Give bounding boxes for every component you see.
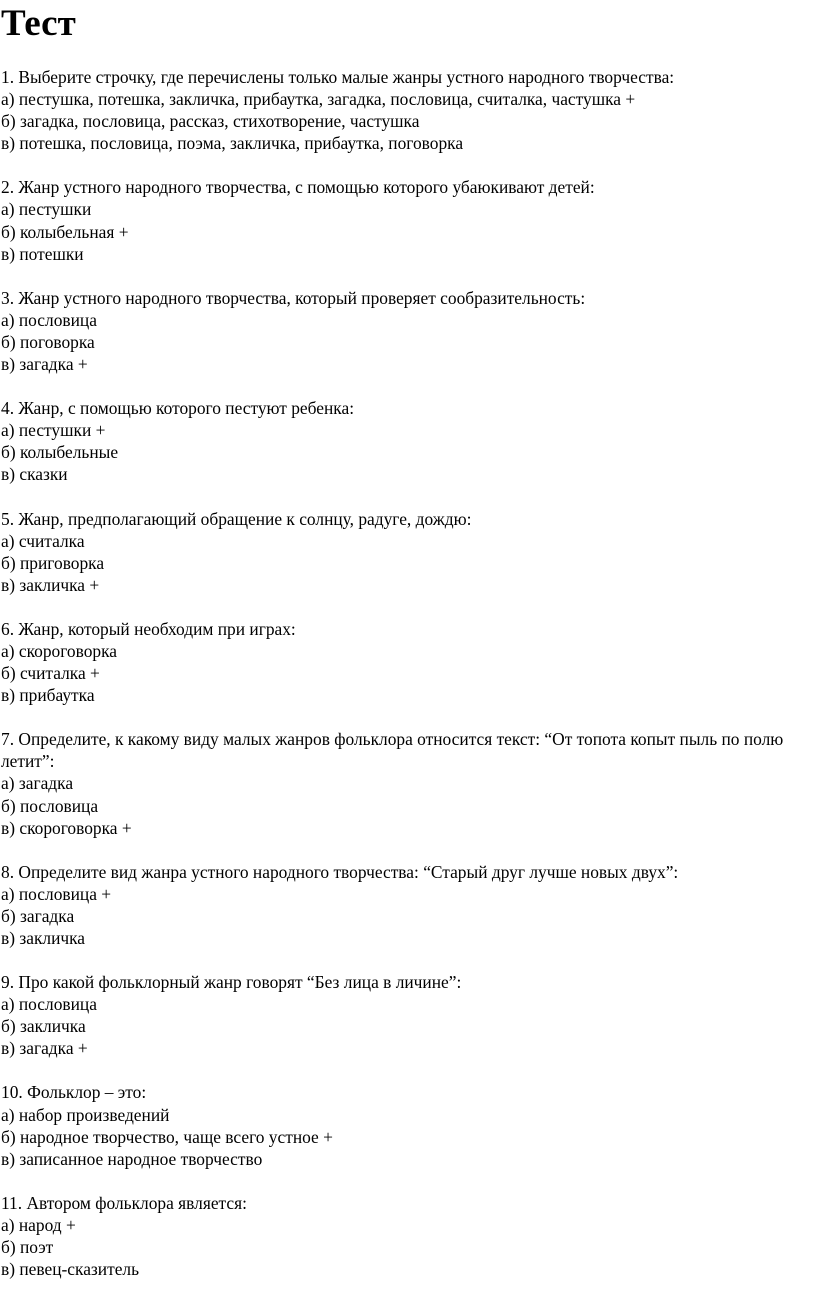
answer-option: в) сказки: [1, 464, 68, 485]
answer-option: а) народ +: [1, 1214, 76, 1235]
answer-option: а) считалка: [1, 530, 85, 551]
answer-option: в) скороговорка +: [1, 817, 132, 838]
question-text: 10. Фольклор – это:: [1, 1082, 147, 1103]
question-block: [1, 971, 812, 1059]
question-block: [1, 1081, 812, 1169]
answer-option: б) колыбельная +: [1, 221, 129, 242]
answer-option: а) пестушка, потешка, закличка, прибаутка, загадка, пословица, считалка, частушка +: [1, 89, 636, 110]
question-block: [1, 397, 812, 485]
question-text: 4. Жанр, с помощью которого пестуют ребенка:: [1, 398, 355, 419]
answer-option: в) потешки: [1, 243, 84, 264]
question-block: [1, 618, 812, 706]
answer-option: в) потешка, пословица, поэма, закличка, прибаутка, поговорка: [1, 133, 464, 154]
question-block: [1, 66, 812, 154]
question-block: [1, 176, 812, 264]
answer-option: б) колыбельные: [1, 442, 119, 463]
question-block: [1, 1192, 812, 1280]
answer-option: б) поэт: [1, 1237, 54, 1258]
answer-option: а) загадка: [1, 773, 74, 794]
question-text: 1. Выберите строчку, где перечислены только малые жанры устного народного творчества:: [1, 67, 675, 87]
answer-option: а) набор произведений: [1, 1104, 170, 1125]
answer-option: в) загадка +: [1, 354, 88, 375]
question-text: 3. Жанр устного народного творчества, который проверяет сообразительность:: [1, 287, 586, 308]
answer-option: б) приговорка: [1, 552, 105, 573]
question-text: 2. Жанр устного народного творчества, с помощью которого убаюкивают детей:: [1, 177, 595, 198]
document-title: Тест: [1, 3, 76, 44]
answer-option: б) закличка: [1, 1016, 86, 1037]
question-list: [1, 66, 812, 1280]
answer-option: б) загадка, пословица, рассказ, стихотворение, частушка: [1, 111, 420, 132]
answer-option: б) загадка: [1, 905, 75, 926]
question-text: 11. Автором фольклора является:: [1, 1192, 247, 1213]
question-block: [1, 728, 812, 838]
answer-option: б) народное творчество, чаще всего устное +: [1, 1126, 333, 1147]
answer-option: в) загадка +: [1, 1038, 88, 1059]
answer-option: а) пословица +: [1, 883, 112, 904]
answer-option: б) считалка +: [1, 663, 100, 684]
answer-option: в) закличка: [1, 928, 86, 948]
answer-option: в) записанное народное творчество: [1, 1148, 263, 1169]
answer-option: а) пестушки +: [1, 420, 106, 441]
answer-option: а) пестушки: [1, 199, 92, 220]
question-block: [1, 861, 812, 949]
answer-option: в) закличка +: [1, 574, 100, 595]
question-block: [1, 508, 812, 596]
answer-option: а) скороговорка: [1, 640, 118, 661]
question-text: 8. Определите вид жанра устного народного творчества: “Старый друг лучше новых двух”:: [1, 861, 679, 882]
question-text: 6. Жанр, который необходим при играх:: [1, 618, 296, 639]
question-text: 5. Жанр, предполагающий обращение к солнцу, радуге, дождю:: [1, 508, 472, 529]
answer-option: а) пословица: [1, 309, 97, 330]
question-block: [1, 287, 812, 375]
answer-option: б) поговорка: [1, 331, 95, 352]
answer-option: а) пословица: [1, 994, 97, 1015]
answer-option: в) певец-сказитель: [1, 1259, 140, 1280]
answer-option: в) прибаутка: [1, 685, 95, 706]
question-text: 7. Определите, к какому виду малых жанров фольклора относится текст: “От топота копыт пыль по полю летит”:: [1, 729, 784, 772]
question-text: 9. Про какой фольклорный жанр говорят “Без лица в личине”:: [1, 972, 462, 993]
answer-option: б) пословица: [1, 795, 99, 816]
